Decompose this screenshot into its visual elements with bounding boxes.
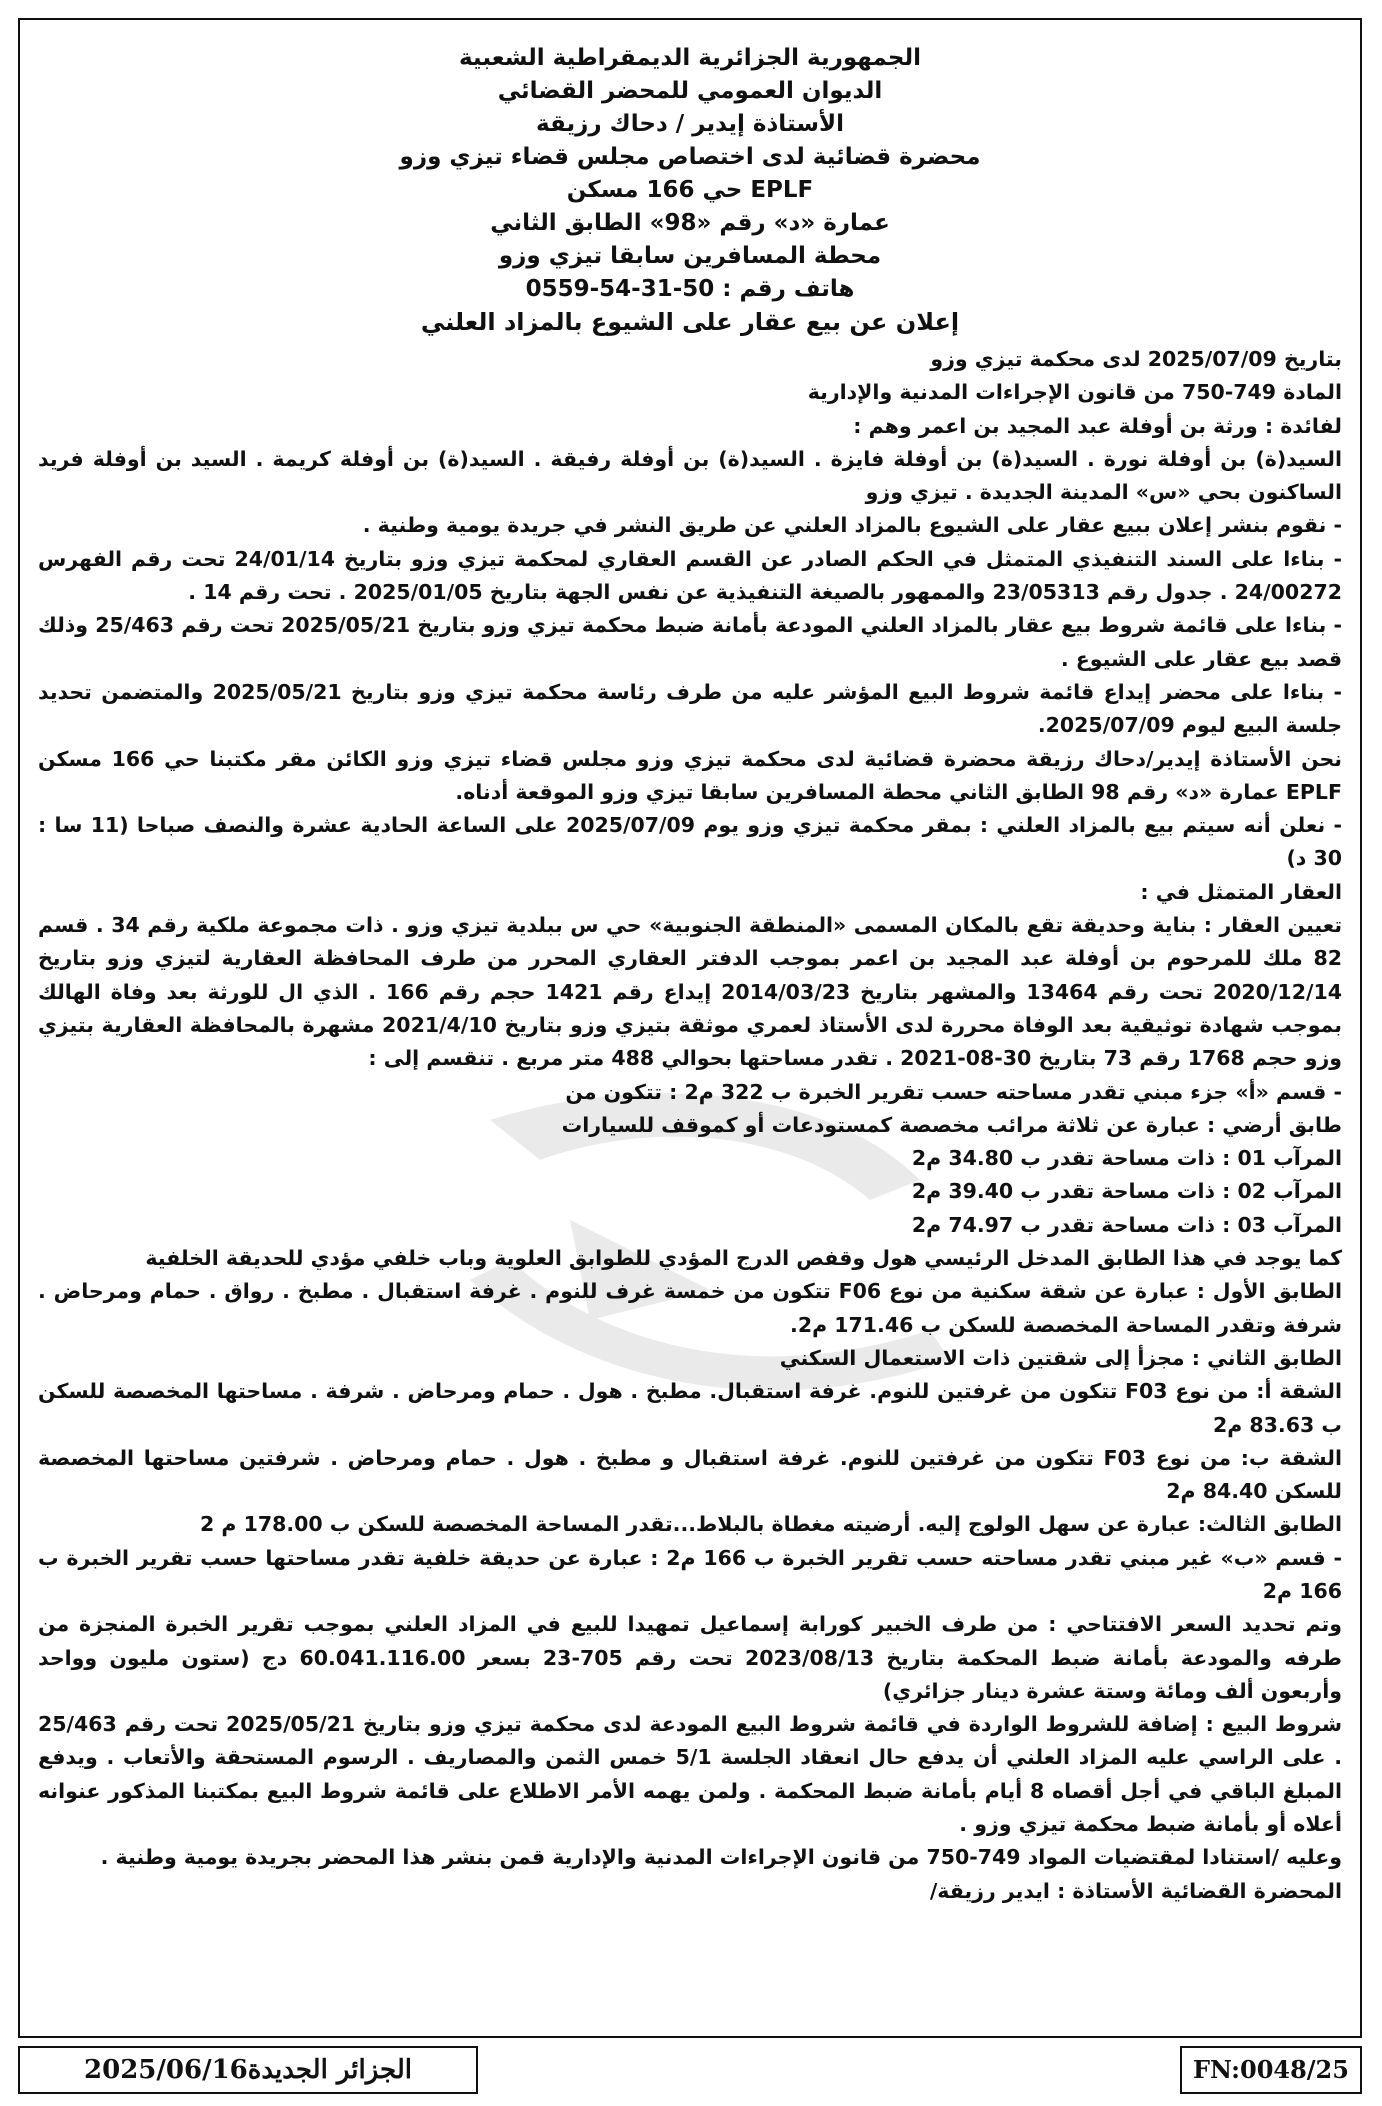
header-line-bailiff: الأستاذة إيدير / دحاك رزيقة: [536, 111, 844, 137]
paragraph: بتاريخ 2025/07/09 لدى محكمة تيزي وزو: [930, 347, 1342, 371]
paragraph: الشقة ب: من نوع F03 تتكون من غرفتين للنوم. غرفة استقبال و مطبخ . هول . حمام ومرحاض . شرفتين مساحتها المخصصة للسكن 84.40 م2: [38, 1445, 1343, 1504]
header-block: [20, 20, 1360, 339]
paragraph: - نعلن أنه سيتم بيع بالمزاد العلني : بمقر محكمة تيزي وزو يوم 2025/07/09 على الساعة الحادية عشرة والنصف صباحا (11 سا : 30 د): [38, 813, 1342, 871]
paragraph: الطابق الثاني : مجزأ إلى شقتين ذات الاستعمال السكني: [779, 1345, 1342, 1370]
paragraph: لفائدة : ورثة بن أوفلة عبد المجيد بن اعمر وهم :: [853, 413, 1342, 438]
paragraph: - قسم «ب» غير مبني تقدر مساحته حسب تقرير الخبرة ب 166 م2 : عبارة عن حديقة خلفية تقدر مساحتها حسب تقرير الخبرة ب 166 م2: [38, 1545, 1342, 1603]
signature-line: المحضرة القضائية الأستاذة : ايدير رزيقة/: [929, 1878, 1342, 1903]
paragraph: الطابق الأول : عبارة عن شقة سكنية من نوع F06 تتكون من خمسة غرف للنوم . غرفة استقبال . مطبخ . رواق . حمام ومرحاض . شرفة وتقدر المساحة المخصصة للسكن ب 171.46 م2.: [38, 1279, 1342, 1337]
paragraph: وتم تحديد السعر الافتتاحي : من طرف الخبير كورابة إسماعيل تمهيدا للبيع في المزاد العلني بموجب تقرير الخبرة المنجزة من طرفه والمودعة بأمانة ضبط المحكمة بتاريخ 2023/08/13 تحت رقم 705-23 بسعر 60.041.116.00 دج (ستون مليون وواحد وأربعون ألف ومائة وستة عشرة دينار جزائري): [38, 1612, 1342, 1703]
paragraph: الشقة أ: من نوع F03 تتكون من غرفتين للنوم. غرفة استقبال. مطبخ . هول . حمام ومرحاض . شرفة . مساحتها المخصصة للسكن ب 83.63 م2: [38, 1379, 1342, 1437]
header-line-office: الديوان العمومي للمحضر القضائي: [497, 78, 883, 104]
header-line-address-3: محطة المسافرين سابقا تيزي وزو: [498, 243, 882, 269]
paragraph: المرآب 03 : ذات مساحة تقدر ب 74.97 م2: [911, 1212, 1342, 1237]
header-line-address-1: حي 166 مسكن EPLF: [566, 177, 814, 203]
paragraph: العقار المتمثل في :: [1140, 879, 1342, 904]
paragraph: طابق أرضي : عبارة عن ثلاثة مرائب مخصصة كمستودعات أو كموقف للسيارات: [561, 1112, 1342, 1137]
newspaper-name: الجزائر الجديدة: [247, 2055, 412, 2085]
announcement-body: [20, 339, 1360, 1908]
publication-date: 2025/06/16: [84, 2055, 248, 2085]
header-line-address-2: عمارة «د» رقم «98» الطابق الثاني: [490, 210, 890, 236]
paragraph: شروط البيع : إضافة للشروط الواردة في قائمة شروط البيع المودعة لدى محكمة تيزي وزو بتاريخ 2025/05/21 تحت رقم 25/463 . على الراسي عليه المزاد العلني أن يدفع حال انعقاد الجلسة 5/1 خمس الثمن والمصاريف . الرسوم المستحقة والأتعاب . ويدفع المبلغ الباقي في أجل أقصاه 8 أيام بأمانة ضبط المحكمة . ولمن يهمه الأمر الاطلاع على قائمة شروط البيع بمكتبنا المذكور عنوانه أعلاه أو بأمانة ضبط محكمة تيزي وزو .: [38, 1712, 1343, 1837]
paragraph: نحن الأستاذة إيدير/دحاك رزيقة محضرة قضائية لدى محكمة تيزي وزو مجلس قضاء تيزي وزو الكائن مقر مكتبنا حي 166 مسكن EPLF عمارة «د» رقم 98 الطابق الثاني محطة المسافرين سابقا تيزي وزو الموقعة أدناه.: [38, 746, 1343, 804]
paragraph: السيد(ة) بن أوفلة نورة . السيد(ة) بن أوفلة فايزة . السيد(ة) بن أوفلة رفيقة . السيد(ة) بن أوفلة كريمة . السيد بن أوفلة فريد الساكنون بحي «س» المدينة الجديدة . تيزي وزو: [38, 446, 1342, 505]
announcement-title: إعلان عن بيع عقار على الشيوع بالمزاد العلني: [420, 308, 960, 336]
paragraph: - نقوم بنشر إعلان ببيع عقار على الشيوع بالمزاد العلني عن طريق النشر في جريدة يومية وطنية .: [362, 513, 1342, 538]
paragraph: تعيين العقار : بناية وحديقة تقع بالمكان المسمى «المنطقة الجنوبية» حي س ببلدية تيزي وزو . ذات مجموعة ملكية رقم 34 . قسم 82 ملك للمرحوم بن أوفلة عبد المجيد بن اعمر بموجب الدفتر العقاري المحرر من طرف المحافظة العقارية لتيزي وزو بتاريخ 2020/12/14 تحت رقم 13464 والمشهر بتاريخ 2014/03/23 إيداع رقم 1421 حجم رقم 166 . الذي ال للورثة بعد وفاة الهالك بموجب شهادة توثيقية بعد الوفاة محررة لدى الأستاذ لعمري موثقة بتيزي وزو بتاريخ 2021/4/10 مشهرة بالمحافظة العقارية بتيزي وزو حجم 1768 رقم 73 بتاريخ 30-08-2021 . تقدر مساحتها بحوالي 488 متر مربع . تنقسم إلى :: [38, 913, 1343, 1071]
paragraph: - بناءا على السند التنفيذي المتمثل في الحكم الصادر عن القسم العقاري لمحكمة تيزي وزو بتاريخ 24/01/14 تحت رقم الفهرس 24/00272 . جدول رقم 23/05313 والممهور بالصيغة التنفيذية عن نفس الجهة بتاريخ 2025/01/05 . تحت رقم 14 .: [38, 546, 1342, 605]
paragraph: المرآب 02 : ذات مساحة تقدر ب 39.40 م2: [911, 1179, 1342, 1204]
paragraph: كما يوجد في هذا الطابق المدخل الرئيسي هول وقفص الدرج المؤدي للطوابق العلوية وباب خلفي مؤدي للحديقة الخلفية: [145, 1246, 1342, 1271]
newspaper-footer: [18, 2046, 478, 2094]
paragraph: - بناءا على قائمة شروط بيع عقار بالمزاد العلني المودعة بأمانة ضبط محكمة تيزي وزو بتاريخ 2025/05/21 تحت رقم 25/463 وذلك قصد بيع عقار على الشيوع .: [38, 613, 1342, 671]
paragraph: الطابق الثالث: عبارة عن سهل الولوج إليه. أرضيته مغطاة بالبلاط...تقدر المساحة المخصصة للسكن ب 178.00 م 2: [199, 1512, 1342, 1537]
paragraph: المرآب 01 : ذات مساحة تقدر ب 34.80 م2: [911, 1146, 1342, 1171]
fn-reference: FN:0048/25: [1180, 2046, 1362, 2094]
paragraph: وعليه /استنادا لمقتضيات المواد 749-750 من قانون الإجراءات المدنية والإدارية قمن بنشر هذا المحضر بجريدة يومية وطنية .: [100, 1845, 1342, 1870]
header-line-republic: الجمهورية الجزائرية الديمقراطية الشعبية: [458, 45, 922, 71]
paragraph: - بناءا على محضر إيداع قائمة شروط البيع المؤشر عليه من طرف رئاسة محكمة تيزي وزو بتاريخ 2025/05/21 والمتضمن تحديد جلسة البيع ليوم 2025/07/09.: [38, 679, 1342, 738]
paragraph: - قسم «أ» جزء مبني تقدر مساحته حسب تقرير الخبرة ب 322 م2 : تتكون من: [565, 1079, 1342, 1104]
paragraph: المادة 749-750 من قانون الإجراءات المدنية والإدارية: [807, 380, 1342, 405]
header-line-jurisdiction: محضرة قضائية لدى اختصاص مجلس قضاء تيزي وزو: [399, 144, 981, 170]
header-line-phone: هاتف رقم : 50-31-54-0559: [525, 276, 855, 302]
announcement-frame: [18, 18, 1362, 2038]
